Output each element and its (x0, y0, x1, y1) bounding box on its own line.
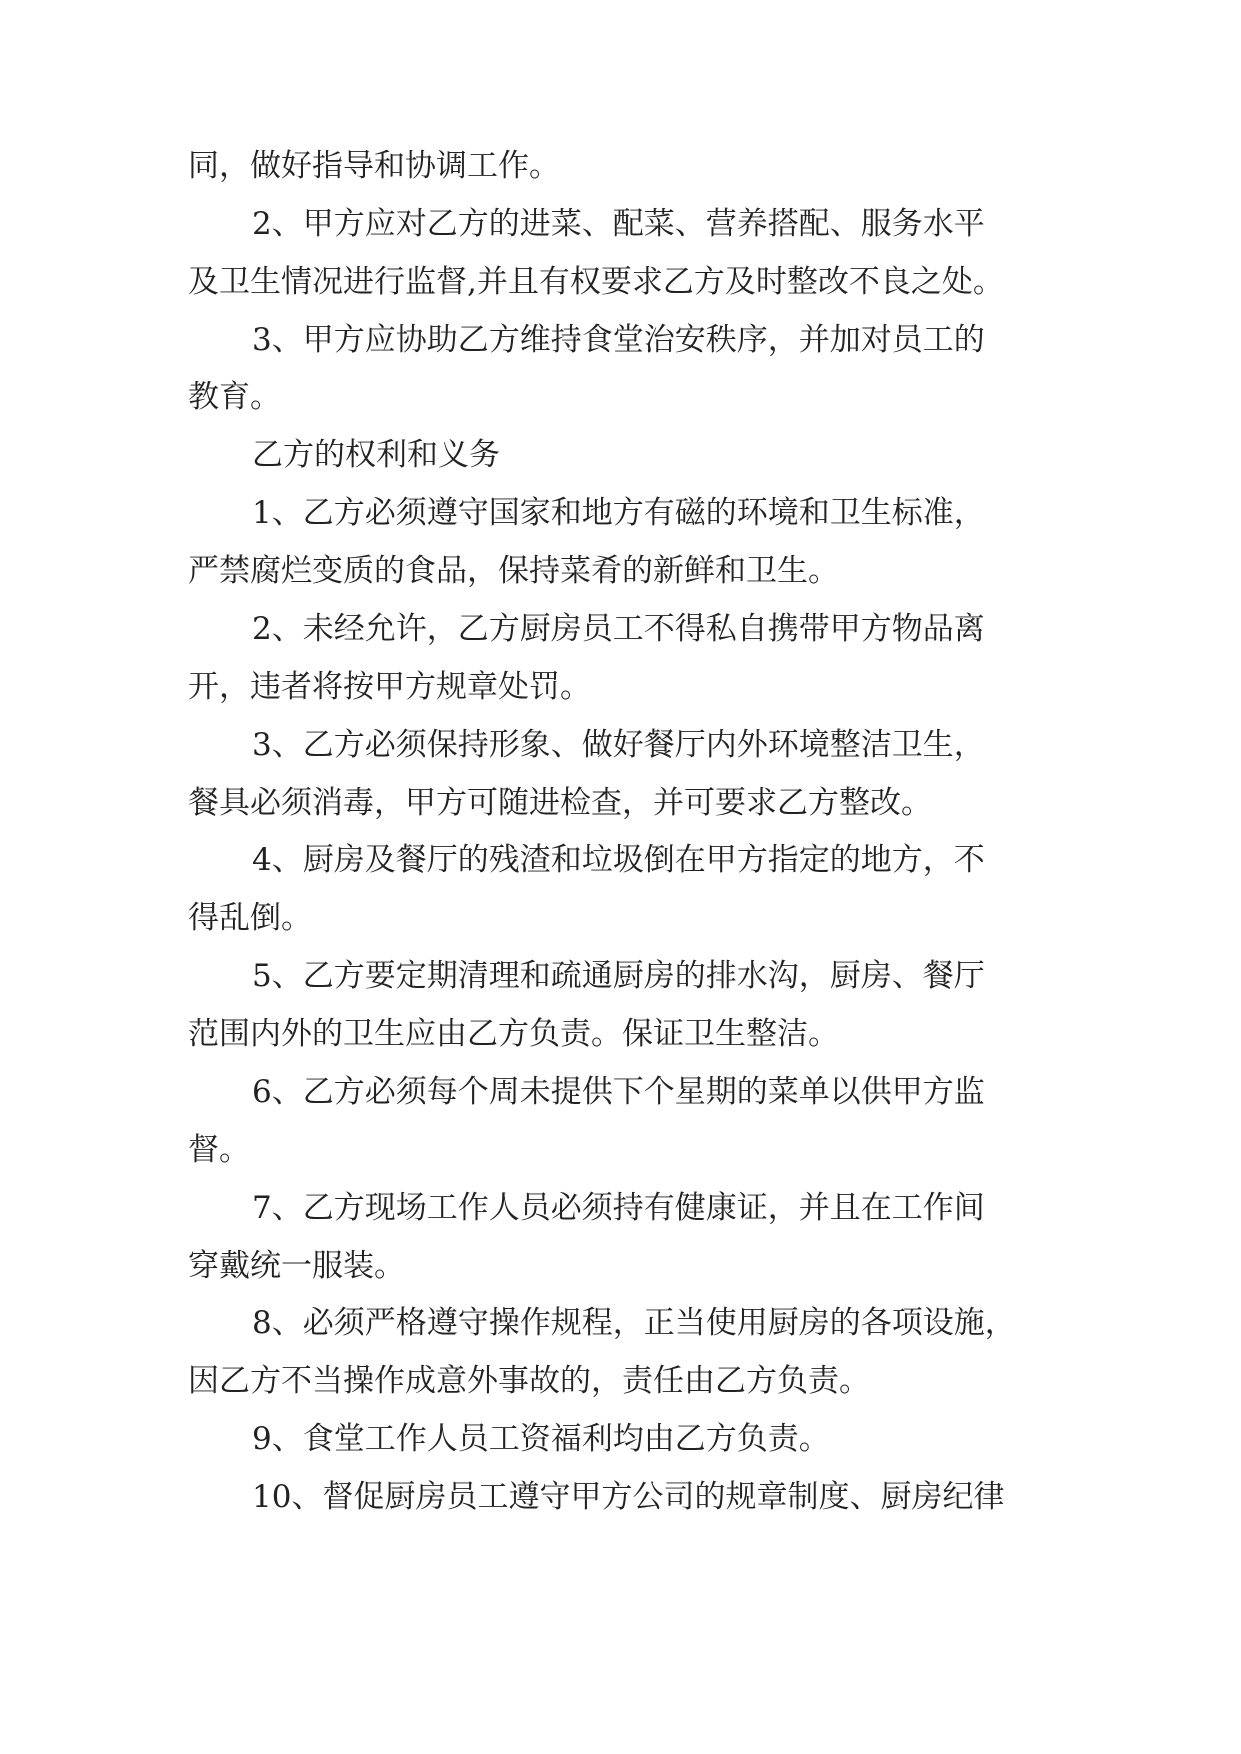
paragraph-line: 2、未经允许，乙方厨房员工不得私自携带甲方物品离 (252, 611, 985, 647)
paragraph-line: 严禁腐烂变质的食品，保持菜肴的新鲜和卫生。 (188, 553, 839, 589)
paragraph-line: 2、甲方应对乙方的进菜、配菜、营养搭配、服务水平 (252, 206, 985, 242)
paragraph-line: 4、厨房及餐厅的残渣和垃圾倒在甲方指定的地方，不 (252, 842, 985, 878)
paragraph-line: 餐具必须消毒，甲方可随进检查，并可要求乙方整改。 (188, 785, 932, 821)
paragraph-line: 开，违者将按甲方规章处罚。 (188, 669, 591, 705)
paragraph-line: 及卫生情况进行监督,并且有权要求乙方及时整改不良之处。 (188, 264, 1004, 300)
paragraph-line: 6、乙方必须每个周未提供下个星期的菜单以供甲方监 (252, 1074, 985, 1110)
paragraph-line: 范围内外的卫生应由乙方负责。保证卫生整洁。 (188, 1016, 839, 1052)
paragraph-line: 9、食堂工作人员工资福利均由乙方负责。 (252, 1421, 830, 1457)
paragraph-line: 因乙方不当操作成意外事故的，责任由乙方负责。 (188, 1363, 870, 1399)
section-heading: 乙方的权利和义务 (252, 437, 500, 473)
paragraph-line: 5、乙方要定期清理和疏通厨房的排水沟，厨房、餐厅 (252, 958, 985, 994)
paragraph-line: 1、乙方必须遵守国家和地方有磁的环境和卫生标准， (252, 495, 985, 531)
paragraph-line: 得乱倒。 (188, 900, 312, 936)
paragraph-line: 10、督促厨房员工遵守甲方公司的规章制度、厨房纪律 (252, 1479, 1005, 1515)
paragraph-line: 穿戴统一服装。 (188, 1248, 405, 1284)
paragraph-line: 教育。 (188, 379, 281, 415)
paragraph-line: 同，做好指导和协调工作。 (188, 148, 560, 184)
paragraph-line: 8、必须严格遵守操作规程，正当使用厨房的各项设施， (252, 1305, 1016, 1341)
paragraph-line: 3、甲方应协助乙方维持食堂治安秩序，并加对员工的 (252, 322, 985, 358)
paragraph-line: 督。 (188, 1132, 250, 1168)
paragraph-line: 7、乙方现场工作人员必须持有健康证，并且在工作间 (252, 1190, 985, 1226)
paragraph-line: 3、乙方必须保持形象、做好餐厅内外环境整洁卫生， (252, 727, 985, 763)
